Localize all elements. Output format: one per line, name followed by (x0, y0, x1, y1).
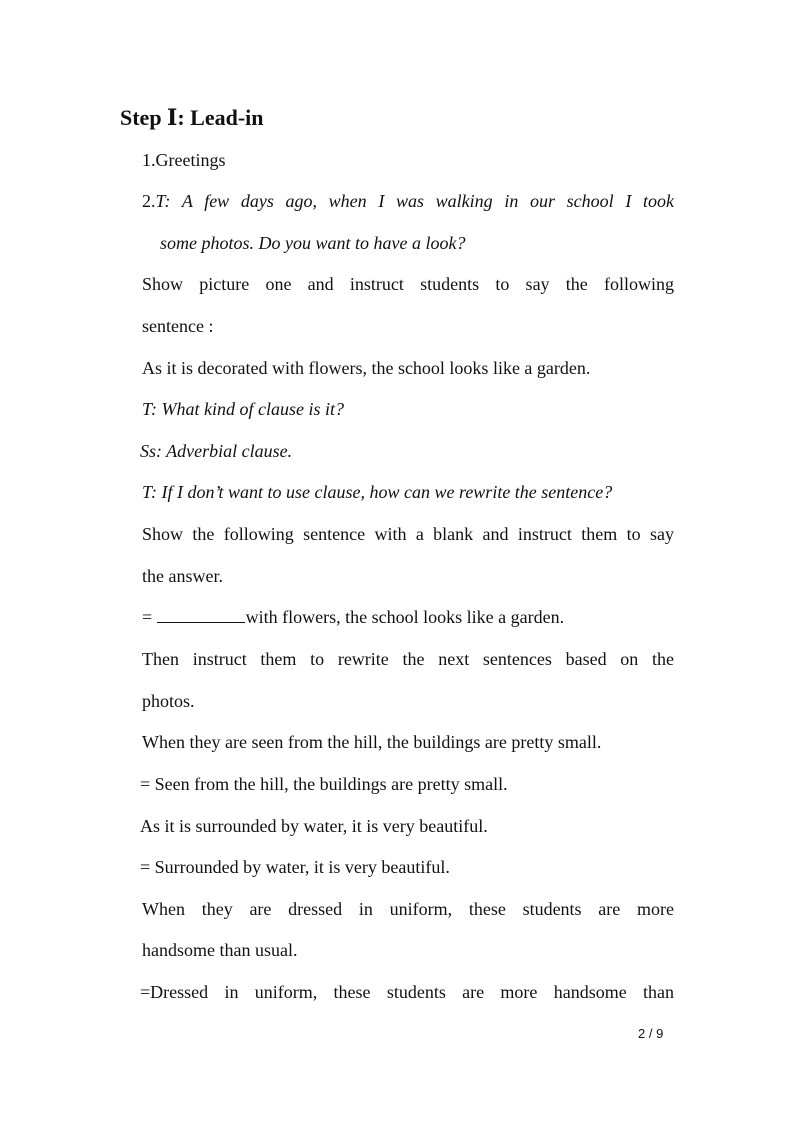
example-sentence: As it is decorated with flowers, the school looks like a garden. (142, 358, 591, 378)
example-sentence-3: As it is surrounded by water, it is very beautiful. (140, 816, 488, 836)
instruction-line-2: Show the following sentence with a blank and instruct them to say (142, 524, 674, 544)
example-sentence-4-cont: handsome than usual. (142, 940, 298, 960)
example-sentence-2: When they are seen from the hill, the buildings are pretty small. (142, 732, 602, 752)
section-heading: Step Ⅰ: Lead-in (120, 105, 264, 130)
page-number: 2 / 9 (638, 1026, 664, 1041)
instruction-line: Show picture one and instruct students to say the following (142, 274, 674, 294)
teacher-question: T: What kind of clause is it? (142, 399, 344, 419)
list-number: 2. (142, 191, 156, 211)
instruction-line-cont: sentence : (142, 316, 214, 336)
instruction-line-2-cont: the answer. (142, 566, 223, 586)
teacher-question-2: T: If I don’t want to use clause, how can we rewrite the sentence? (142, 482, 613, 502)
instruction-line-3: Then instruct them to rewrite the next sentences based on the (142, 649, 674, 669)
teacher-speech: T: A few days ago, when I was walking in our school I took (155, 191, 674, 211)
rewritten-sentence-2: = Seen from the hill, the buildings are pretty small. (140, 774, 508, 794)
rewritten-sentence-4: =Dressed in uniform, these students are more handsome than (140, 982, 674, 1002)
students-answer: Ss: Adverbial clause. (140, 441, 293, 461)
greetings-item: 1.Greetings (142, 150, 226, 170)
blank-sentence: = with flowers, the school looks like a garden. (142, 607, 565, 627)
answer-blank (157, 606, 245, 623)
rewritten-sentence-3: = Surrounded by water, it is very beautiful. (140, 857, 450, 877)
instruction-line-3-cont: photos. (142, 691, 195, 711)
teacher-line-intro (142, 190, 674, 212)
example-sentence-4: When they are dressed in uniform, these students are more (142, 899, 674, 919)
teacher-speech-cont: some photos. Do you want to have a look? (160, 233, 466, 253)
